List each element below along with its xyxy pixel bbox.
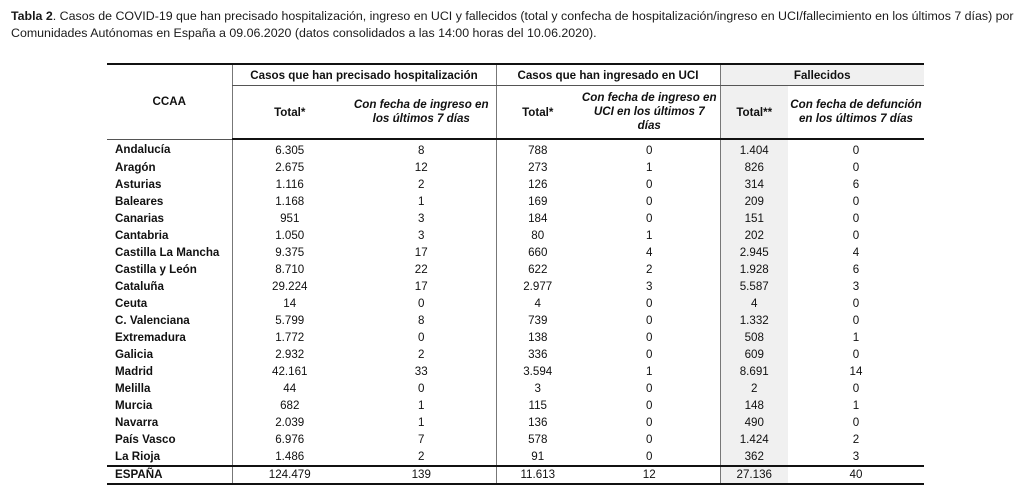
table-body (107, 139, 924, 484)
cell-hosp-total: 1.050 (232, 227, 347, 244)
cell-hosp-total: 29.224 (232, 278, 347, 295)
cell-uci-7d: 0 (646, 432, 653, 446)
cell-uci-total: 115 (496, 397, 579, 414)
cell-ccaa: Asturias (115, 177, 162, 191)
cell-fall-7d: 0 (852, 415, 860, 429)
table-row (107, 448, 924, 466)
cell-uci-7d: 0 (646, 381, 653, 395)
cell-fall-7d: 1 (852, 330, 860, 344)
cell-uci-total: 138 (496, 329, 579, 346)
cell-uci-total: 660 (496, 244, 579, 261)
cell-uci-7d: 1 (646, 228, 653, 242)
table-row (107, 244, 924, 261)
table-row (107, 329, 924, 346)
cell-uci-total: 80 (496, 227, 579, 244)
cell-uci-7d: 0 (646, 330, 653, 344)
cell-uci-total: 4 (496, 295, 579, 312)
cell-uci-total: 2.977 (496, 278, 579, 295)
cell-hosp-total: 14 (232, 295, 347, 312)
cell-hosp-7d: 0 (418, 381, 425, 395)
cell-hosp-total: 951 (232, 210, 347, 227)
table-row (107, 363, 924, 380)
cell-fall-7d: 0 (852, 194, 860, 208)
cell-hosp-7d: 1 (418, 194, 425, 208)
cell-hosp-total: 6.305 (232, 139, 347, 159)
header-hosp-total: Total* (232, 86, 347, 140)
cell-ccaa: Castilla La Mancha (115, 245, 220, 259)
cell-uci-total: 578 (496, 431, 579, 448)
cell-fall-7d: 4 (852, 245, 860, 259)
cell-hosp-7d: 2 (418, 347, 425, 361)
cell-hosp-7d: 1 (418, 415, 425, 429)
cell-fall-total: 1.424 (720, 431, 788, 448)
table-caption (11, 8, 1016, 42)
cell-fall-total: 362 (720, 448, 788, 466)
table-row (107, 261, 924, 278)
cell-fall-7d: 2 (852, 432, 860, 446)
cell-uci-7d: 0 (646, 296, 653, 310)
cell-hosp-total: 1.168 (232, 193, 347, 210)
header-ccaa: CCAA (107, 64, 232, 139)
cell-uci-total: 3.594 (496, 363, 579, 380)
cell-hosp-7d: 33 (414, 364, 428, 378)
caption-text: . Casos de COVID-19 que han precisado hospitalización, ingreso en UCI y fallecidos (total y confecha de hospitalización/ingreso en UCI/fallecimiento en los últimos 7 días) por Comunidades Autónomas en España a 09.06.2020 (datos consolidados a las 14:00 horas del 10.06.2020). (11, 9, 1014, 40)
table-row (107, 397, 924, 414)
cell-ccaa: Navarra (115, 415, 159, 429)
cell-uci-7d: 0 (646, 143, 653, 157)
cell-fall-total: 8.691 (720, 363, 788, 380)
table-row (107, 312, 924, 329)
cell-uci-total: 184 (496, 210, 579, 227)
cell-ccaa: Galicia (115, 347, 154, 361)
cell-fall-total: 27.136 (720, 466, 788, 484)
cell-hosp-total: 5.799 (232, 312, 347, 329)
cell-fall-7d: 0 (852, 160, 860, 174)
cell-hosp-total: 9.375 (232, 244, 347, 261)
header-hosp-7d: Con fecha de ingreso en los últimos 7 días (347, 86, 496, 140)
cell-fall-7d: 3 (852, 279, 860, 293)
cell-ccaa: País Vasco (115, 432, 176, 446)
cell-hosp-7d: 2 (418, 177, 425, 191)
cell-ccaa: Cantabria (115, 228, 169, 242)
cell-uci-7d: 0 (646, 211, 653, 225)
cell-hosp-total: 6.976 (232, 431, 347, 448)
cell-fall-total: 1.332 (720, 312, 788, 329)
table-row (107, 380, 924, 397)
cell-hosp-7d: 3 (418, 211, 425, 225)
cell-fall-7d: 3 (852, 449, 860, 463)
total-row (107, 466, 924, 484)
cell-fall-total: 202 (720, 227, 788, 244)
cell-hosp-7d: 2 (418, 449, 425, 463)
cell-fall-total: 148 (720, 397, 788, 414)
cell-hosp-total: 1.116 (232, 176, 347, 193)
cell-uci-7d: 0 (646, 398, 653, 412)
cell-uci-7d: 1 (646, 364, 653, 378)
cell-hosp-total: 2.932 (232, 346, 347, 363)
cell-uci-7d: 0 (646, 415, 653, 429)
cell-fall-7d: 0 (852, 347, 860, 361)
cell-fall-total: 508 (720, 329, 788, 346)
cell-ccaa: Melilla (115, 381, 151, 395)
cell-hosp-7d: 17 (414, 245, 428, 259)
cell-uci-total: 273 (496, 159, 579, 176)
cell-fall-7d: 0 (852, 228, 860, 242)
cell-fall-7d: 6 (852, 177, 860, 191)
header-uci-total: Total* (496, 86, 579, 140)
cell-hosp-7d: 0 (418, 296, 425, 310)
cell-hosp-total: 124.479 (232, 466, 347, 484)
cell-fall-7d: 1 (852, 398, 860, 412)
cell-ccaa: Extremadura (115, 330, 186, 344)
cell-ccaa: Murcia (115, 398, 153, 412)
cell-uci-total: 336 (496, 346, 579, 363)
cell-uci-total: 622 (496, 261, 579, 278)
table-row (107, 431, 924, 448)
cell-fall-7d: 0 (852, 313, 860, 327)
cell-uci-total: 788 (496, 139, 579, 159)
cell-hosp-7d: 8 (418, 143, 425, 157)
cell-uci-7d: 4 (646, 245, 653, 259)
table-row (107, 278, 924, 295)
cell-uci-total: 126 (496, 176, 579, 193)
cell-uci-total: 3 (496, 380, 579, 397)
cell-uci-total: 91 (496, 448, 579, 466)
table-row (107, 193, 924, 210)
cell-ccaa: C. Valenciana (115, 313, 190, 327)
cell-uci-total: 739 (496, 312, 579, 329)
cell-ccaa: Cataluña (115, 279, 164, 293)
cell-hosp-7d: 17 (414, 279, 428, 293)
cell-ccaa: La Rioja (115, 449, 161, 463)
cell-hosp-total: 1.772 (232, 329, 347, 346)
cell-hosp-7d: 139 (347, 466, 496, 484)
cell-fall-total: 151 (720, 210, 788, 227)
cell-fall-7d: 14 (849, 364, 863, 378)
cell-ccaa: Canarias (115, 211, 164, 225)
cell-uci-7d: 2 (646, 262, 653, 276)
header-fall-7d: Con fecha de defunción en los últimos 7 días (788, 86, 924, 140)
cell-uci-7d: 0 (646, 347, 653, 361)
cell-fall-7d: 6 (852, 262, 860, 276)
cell-hosp-7d: 12 (414, 160, 428, 174)
cell-uci-7d: 1 (646, 160, 653, 174)
cell-hosp-total: 682 (232, 397, 347, 414)
cell-hosp-7d: 22 (414, 262, 428, 276)
cell-uci-7d: 12 (579, 466, 720, 484)
cell-fall-total: 209 (720, 193, 788, 210)
table-row (107, 210, 924, 227)
cell-hosp-7d: 0 (418, 330, 425, 344)
header-group-hosp: Casos que han precisado hospitalización (232, 64, 496, 86)
table-row (107, 159, 924, 176)
cell-fall-7d: 0 (852, 296, 860, 310)
cell-hosp-7d: 3 (418, 228, 425, 242)
table-row (107, 295, 924, 312)
cell-fall-total: 2.945 (720, 244, 788, 261)
cell-hosp-total: 2.675 (232, 159, 347, 176)
cell-hosp-total: 1.486 (232, 448, 347, 466)
cell-hosp-total: 44 (232, 380, 347, 397)
cell-fall-total: 4 (720, 295, 788, 312)
cell-fall-total: 609 (720, 346, 788, 363)
covid-table (107, 63, 924, 485)
cell-fall-total: 2 (720, 380, 788, 397)
header-group-fall: Fallecidos (720, 64, 924, 86)
cell-ccaa: Aragón (115, 160, 156, 174)
cell-fall-total: 826 (720, 159, 788, 176)
cell-fall-total: 1.928 (720, 261, 788, 278)
cell-uci-7d: 0 (646, 449, 653, 463)
cell-fall-7d: 0 (852, 381, 860, 395)
cell-ccaa: Andalucía (115, 143, 171, 157)
header-fall-total: Total** (720, 86, 788, 140)
cell-ccaa: Madrid (115, 364, 154, 378)
header-uci-7d: Con fecha de ingreso en UCI en los últimos 7 días (579, 86, 720, 140)
cell-hosp-7d: 7 (418, 432, 425, 446)
table-row (107, 227, 924, 244)
cell-fall-total: 314 (720, 176, 788, 193)
cell-uci-7d: 0 (646, 194, 653, 208)
cell-fall-total: 1.404 (720, 139, 788, 159)
cell-fall-7d: 0 (852, 211, 860, 225)
cell-uci-total: 169 (496, 193, 579, 210)
cell-uci-7d: 0 (646, 313, 653, 327)
cell-uci-7d: 3 (646, 279, 653, 293)
table-row (107, 176, 924, 193)
cell-ccaa: Ceuta (115, 296, 148, 310)
cell-hosp-7d: 1 (418, 398, 425, 412)
cell-fall-7d: 40 (788, 466, 924, 484)
header-group-uci: Casos que han ingresado en UCI (496, 64, 720, 86)
table-row (107, 414, 924, 431)
table-row (107, 139, 924, 159)
table-row (107, 346, 924, 363)
cell-ccaa: Baleares (115, 194, 164, 208)
cell-uci-total: 11.613 (496, 466, 579, 484)
cell-fall-7d: 0 (852, 143, 860, 157)
cell-hosp-7d: 8 (418, 313, 425, 327)
cell-uci-total: 136 (496, 414, 579, 431)
cell-fall-total: 490 (720, 414, 788, 431)
cell-uci-7d: 0 (646, 177, 653, 191)
cell-hosp-total: 2.039 (232, 414, 347, 431)
cell-hosp-total: 8.710 (232, 261, 347, 278)
cell-fall-total: 5.587 (720, 278, 788, 295)
cell-hosp-total: 42.161 (232, 363, 347, 380)
cell-ccaa: Castilla y León (115, 262, 197, 276)
cell-ccaa: ESPAÑA (107, 466, 232, 484)
caption-label: Tabla 2 (11, 9, 53, 23)
